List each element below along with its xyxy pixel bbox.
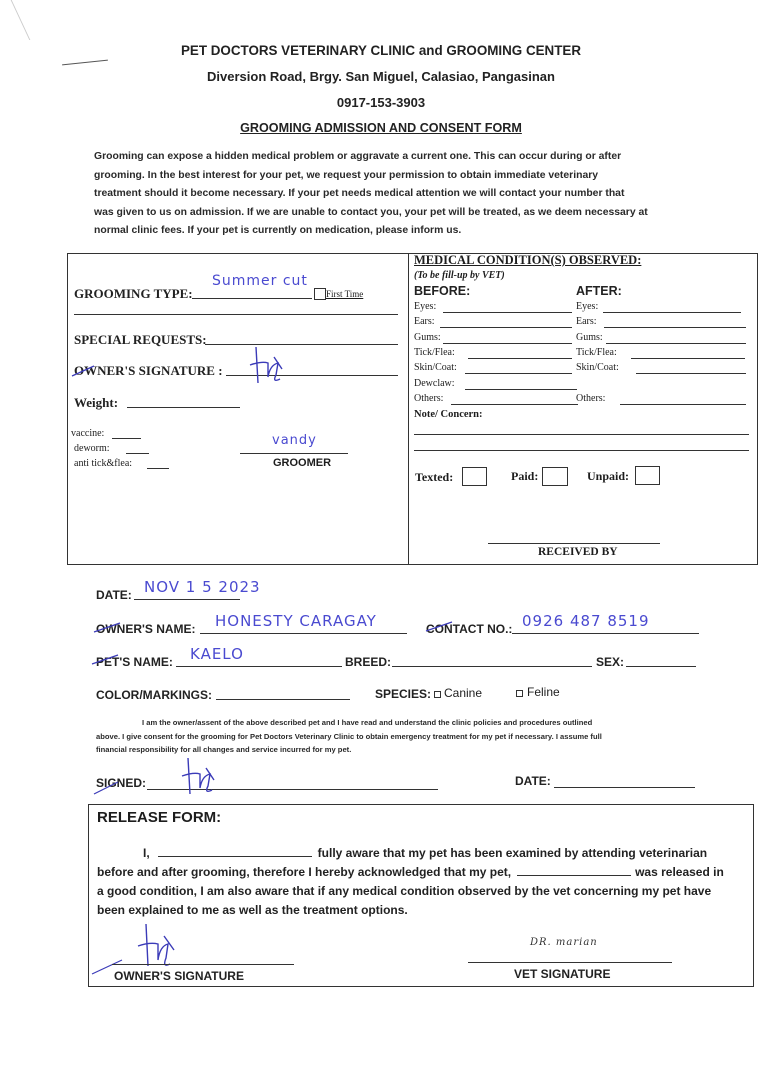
grooming-type-line-2	[74, 314, 398, 315]
sex-line	[626, 666, 696, 667]
release-pet-blank[interactable]	[517, 865, 631, 876]
before-item-label: Tick/Flea:	[414, 347, 455, 358]
release-line-4: been explained to me as well as the treatment options.	[97, 903, 408, 917]
species-label: SPECIES:	[375, 687, 432, 701]
owner-signature-label: OWNER'S SIGNATURE :	[74, 363, 223, 378]
before-item-field[interactable]	[468, 358, 572, 359]
note-label: Note/ Concern:	[414, 409, 483, 420]
pet-name-line	[176, 666, 342, 667]
received-by-line	[488, 543, 660, 544]
before-item-field[interactable]	[443, 312, 572, 313]
release-i: I,	[143, 846, 150, 860]
pet-name-value[interactable]: KAELO	[190, 645, 244, 663]
consent-text	[96, 716, 702, 757]
consent-line: financial responsibility for all changes and service incurred for my pet.	[96, 745, 352, 754]
intro-line: grooming. In the best interest for your pet, we request your permission to obtain immediate veterinary	[94, 169, 599, 181]
before-item-label: Dewclaw:	[414, 378, 455, 389]
date-line	[134, 599, 240, 600]
release-line-2-text: before and after grooming, therefore I hereby acknowledged that my pet,	[97, 865, 512, 879]
special-requests-label: SPECIAL REQUESTS:	[74, 332, 207, 347]
owner-strike-mark	[70, 364, 96, 378]
before-item-field[interactable]	[465, 373, 572, 374]
vaccine-label: vaccine:	[71, 428, 105, 439]
grooming-type-label: GROOMING TYPE:	[74, 286, 193, 301]
color-line	[216, 699, 350, 700]
release-name-blank[interactable]	[158, 846, 312, 857]
release-owner-label: OWNER'S SIGNATURE	[114, 969, 244, 983]
deworm-label: deworm:	[74, 443, 110, 454]
texted-checkbox[interactable]	[462, 467, 487, 486]
groomer-label: GROOMER	[273, 457, 332, 469]
feline-checkbox[interactable]	[516, 690, 523, 697]
before-item-field[interactable]	[440, 327, 572, 328]
paid-label: Paid:	[511, 469, 539, 483]
after-item-field[interactable]	[606, 343, 746, 344]
clinic-address: Diversion Road, Brgy. San Miguel, Calasiao, Pangasinan	[207, 69, 555, 84]
groomer-name: vandy	[272, 433, 317, 448]
release-line-2-end: was released in	[635, 865, 724, 879]
before-item-label: Ears:	[414, 316, 435, 327]
release-line-1-text: fully aware that my pet has been examined by attending veterinarian	[317, 846, 708, 860]
before-item-label: Gums:	[414, 332, 441, 343]
paid-checkbox[interactable]	[542, 467, 568, 486]
pet-name-label: PET'S NAME:	[96, 655, 173, 669]
first-time-checkbox[interactable]	[314, 288, 326, 300]
before-item-field[interactable]	[451, 404, 578, 405]
release-text	[97, 844, 747, 920]
after-item-field[interactable]	[620, 404, 746, 405]
box-divider	[408, 253, 409, 564]
after-item-label: Eyes:	[576, 301, 599, 312]
consent-line: above. I give consent for the grooming for Pet Doctors Veterinary Clinic to obtain emergency treatment for my pet if necessary. I assume full	[96, 731, 602, 741]
canine-checkbox[interactable]	[434, 691, 441, 698]
canine-label: Canine	[444, 686, 483, 700]
special-requests-line	[205, 344, 398, 345]
intro-line: was given to us on admission. If we are unable to contact you, your pet will be treated, as we deem necessary at	[94, 206, 648, 218]
owner-name-value[interactable]: HONESTY CARAGAY	[215, 612, 377, 630]
feline-label: Feline	[527, 685, 560, 699]
release-title: RELEASE FORM:	[97, 809, 222, 826]
contact-strike	[424, 619, 454, 633]
contact-value[interactable]: 0926 487 8519	[522, 612, 650, 630]
after-item-field[interactable]	[603, 312, 741, 313]
breed-line	[392, 666, 592, 667]
weight-label: Weight:	[74, 395, 119, 410]
consent-line: I am the owner/assent of the above described pet and I have read and understand the clinic policies and procedures outlined	[142, 718, 593, 727]
owner-name-label: OWNER'S NAME:	[96, 622, 196, 636]
before-item-label: Eyes:	[414, 301, 437, 312]
medical-title: MEDICAL CONDITION(S) OBSERVED:	[414, 253, 642, 267]
deworm-line	[126, 453, 149, 454]
clinic-phone: 0917-153-3903	[336, 95, 426, 110]
date-label: DATE:	[96, 588, 132, 602]
vaccine-line	[112, 438, 141, 439]
release-line-2	[97, 863, 747, 882]
owner-signature-scribble[interactable]	[248, 343, 292, 389]
before-item-field[interactable]	[443, 343, 572, 344]
after-item-field[interactable]	[636, 373, 746, 374]
sex-label: SEX:	[596, 655, 625, 669]
scan-mark	[62, 60, 108, 66]
after-item-label: Tick/Flea:	[576, 347, 617, 358]
after-item-label: Gums:	[576, 332, 603, 343]
weight-line	[127, 407, 240, 408]
pet-name-strike	[90, 652, 120, 666]
owner-name-line	[200, 633, 407, 634]
contact-label: CONTACT NO.:	[426, 622, 513, 636]
form-title: GROOMING ADMISSION AND CONSENT FORM	[240, 121, 522, 135]
after-item-label: Ears:	[576, 316, 597, 327]
clinic-name: PET DOCTORS VETERINARY CLINIC and GROOMING CENTER	[180, 43, 581, 58]
scan-corner-line	[0, 0, 30, 40]
after-item-field[interactable]	[631, 358, 745, 359]
unpaid-label: Unpaid:	[587, 469, 630, 483]
release-owner-line	[112, 964, 294, 965]
before-label: BEFORE:	[414, 284, 471, 298]
unpaid-checkbox[interactable]	[635, 466, 660, 485]
vet-signature-line	[468, 962, 672, 963]
texted-label: Texted:	[415, 470, 454, 484]
first-time-label: First Time	[326, 289, 364, 299]
intro-line: normal clinic fees. If your pet is currently on medication, please inform us.	[94, 225, 462, 236]
signed-label: SIGNED:	[96, 776, 147, 790]
note-line-1	[414, 434, 749, 435]
breed-label: BREED:	[345, 655, 392, 669]
intro-line: treatment should it become necessary. If your pet needs medical attention we will contact your number that	[94, 188, 625, 199]
release-line-1	[97, 844, 747, 863]
intro-paragraph	[94, 148, 700, 241]
before-item-field[interactable]	[465, 389, 577, 390]
after-item-field[interactable]	[604, 327, 746, 328]
groomer-line	[240, 453, 348, 454]
vet-signature-text[interactable]: DR. marian	[530, 937, 598, 948]
date2-line	[554, 787, 695, 788]
anti-tick-line	[147, 468, 169, 469]
after-item-label: Skin/Coat:	[576, 362, 619, 373]
date-value[interactable]: NOV 1 5 2023	[144, 578, 261, 596]
owner-name-strike	[92, 620, 122, 634]
before-item-label: Skin/Coat:	[414, 362, 457, 373]
before-item-label: Others:	[414, 393, 444, 404]
color-label: COLOR/MARKINGS:	[96, 688, 212, 702]
grooming-type-line	[192, 298, 312, 299]
after-item-label: Others:	[576, 393, 606, 404]
release-line-3: a good condition, I am also aware that if any medical condition observed by the vet concerning my pet have	[97, 884, 712, 898]
date2-label: DATE:	[515, 774, 551, 788]
medical-subtitle: (To be fill-up by VET)	[414, 270, 505, 281]
received-by-label: RECEIVED BY	[538, 546, 618, 558]
after-label: AFTER:	[576, 284, 622, 298]
note-line-2	[414, 450, 749, 451]
release-owner-signature[interactable]	[88, 918, 198, 976]
anti-tick-label: anti tick&flea:	[74, 458, 133, 469]
contact-line	[512, 633, 699, 634]
grooming-type-value[interactable]: Summer cut	[212, 273, 308, 289]
vet-signature-label: VET SIGNATURE	[514, 967, 611, 981]
intro-line: Grooming can expose a hidden medical problem or aggravate a current one. This can occur during or after	[94, 151, 622, 162]
signed-signature[interactable]	[90, 752, 230, 798]
